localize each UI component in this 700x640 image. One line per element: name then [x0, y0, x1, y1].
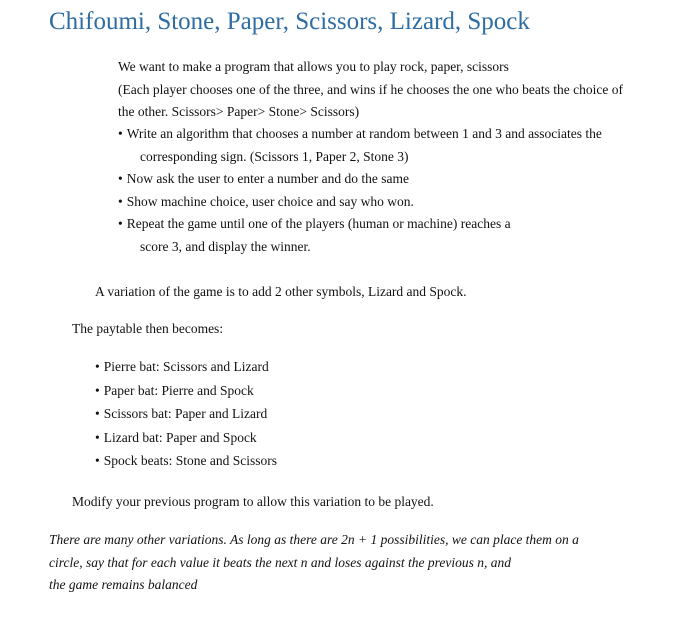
intro-line-3: the other. Scissors> Paper> Stone> Scissors)	[118, 104, 360, 119]
task-continuation-4: score 3, and display the winner.	[140, 238, 311, 254]
note-paragraph	[49, 529, 579, 597]
bullet-icon: •	[95, 429, 100, 445]
paytable-item	[95, 402, 277, 426]
paytable-list	[95, 355, 277, 473]
note-line-3: the game remains balanced	[49, 577, 198, 592]
bullet-icon: •	[95, 382, 100, 398]
note-line-2: circle, say that for each value it beats the next n and loses against the previous n, and	[49, 554, 512, 570]
task-list	[118, 123, 602, 258]
bullet-icon: •	[95, 453, 100, 469]
bullet-icon: •	[118, 126, 123, 141]
bullet-icon: •	[95, 359, 100, 374]
task-item-3	[118, 191, 602, 214]
task-text-3: Show machine choice, user choice and say who won.	[126, 193, 414, 209]
paytable-intro: The paytable then becomes:	[72, 321, 224, 336]
note-line-1: There are many other variations. As long as there are 2n + 1 possibilities, we can place them on a	[49, 532, 579, 547]
task-text-2: Now ask the user to enter a number and do the same	[126, 171, 410, 186]
paytable-text-1: Pierre bat: Scissors and Lizard	[103, 359, 269, 374]
paytable-text-2: Paper bat: Pierre and Spock	[103, 382, 254, 398]
bullet-icon: •	[118, 193, 123, 209]
bullet-icon: •	[118, 216, 123, 231]
variation-paragraph: A variation of the game is to add 2 other symbols, Lizard and Spock.	[95, 284, 467, 299]
paytable-item	[95, 379, 277, 403]
paytable-item	[95, 426, 277, 450]
paytable-item	[95, 449, 277, 473]
page-title: Chifoumi, Stone, Paper, Scissors, Lizard, Spock	[49, 8, 530, 35]
task-item-1	[118, 123, 602, 168]
task-continuation-1: corresponding sign. (Scissors 1, Paper 2, Stone 3)	[140, 148, 409, 164]
intro-line-2: (Each player chooses one of the three, and wins if he chooses the one who beats the choice of	[118, 81, 623, 97]
task-text-4: Repeat the game until one of the players (human or machine) reaches a	[126, 216, 511, 231]
modify-paragraph: Modify your previous program to allow this variation to be played.	[72, 494, 434, 509]
task-item-2	[118, 168, 602, 191]
intro-paragraph	[118, 56, 623, 124]
paytable-text-3: Scissors bat: Paper and Lizard	[103, 406, 268, 422]
paytable-text-4: Lizard bat: Paper and Spock	[103, 429, 257, 445]
paytable-item	[95, 355, 277, 379]
bullet-icon: •	[95, 406, 100, 422]
paytable-text-5: Spock beats: Stone and Scissors	[103, 453, 277, 469]
task-item-4	[118, 213, 602, 258]
intro-line-1: We want to make a program that allows you to play rock, paper, scissors	[118, 59, 509, 74]
task-text-1: Write an algorithm that chooses a number at random between 1 and 3 and associates the	[126, 126, 602, 141]
bullet-icon: •	[118, 171, 123, 186]
